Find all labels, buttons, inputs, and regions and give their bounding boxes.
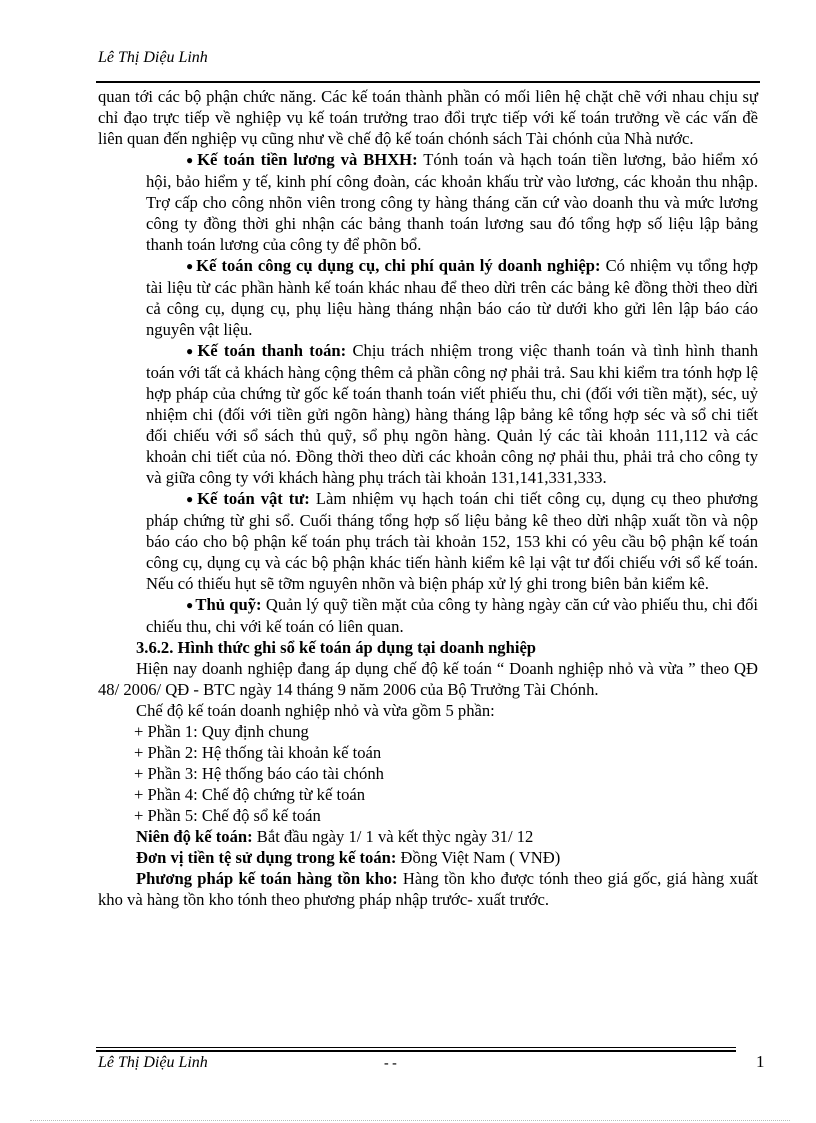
bullet-icon: ● bbox=[186, 259, 195, 273]
currency-unit bbox=[98, 847, 758, 868]
list-item: + Phần 1: Quy định chung bbox=[134, 722, 309, 741]
role-payment bbox=[98, 340, 758, 488]
role-salary bbox=[98, 149, 758, 255]
list-item: + Phần 4: Chế độ chứng từ kế toán bbox=[134, 785, 366, 804]
role-title: Kế toán công cụ dụng cụ, chi phí quản lý doanh nghiệp: bbox=[196, 256, 601, 275]
inventory-label: Phương pháp kế toán hàng tồn kho: bbox=[136, 869, 398, 888]
role-cashier bbox=[98, 594, 758, 637]
header-rule bbox=[96, 81, 760, 83]
page-body bbox=[98, 86, 758, 910]
bullet-icon: ● bbox=[186, 598, 194, 612]
role-text: Quản lý quỹ tiền mặt của công ty hàng ngày căn cứ vào phiếu thu, chi đối chiếu thu, chi với kế toán có liên quan. bbox=[146, 595, 758, 636]
role-title: Thủ quỹ: bbox=[195, 595, 262, 614]
page-number: 1 bbox=[756, 1052, 765, 1071]
currency-text: Đồng Việt Nam ( VNĐ) bbox=[396, 848, 561, 867]
fiscal-year bbox=[98, 826, 758, 847]
footer-center-mark: - - bbox=[384, 1056, 397, 1071]
role-title: Kế toán thanh toán: bbox=[197, 341, 347, 360]
role-tools bbox=[98, 255, 758, 340]
intro-paragraph: quan tới các bộ phận chức năng. Các kế toán thành phần có mối liên hệ chặt chẽ với nhau chịu sự chỉ đạo trực tiếp về nghiệp vụ kế toán trưởng trao đổi trực tiếp với kế toán trưởng về các vấn đề liên quan đến nghiệp vụ cũng như về chế độ kế toán chónh sách Tài chónh của Nhà nước. bbox=[98, 87, 758, 148]
bullet-icon: ● bbox=[186, 492, 196, 506]
role-text: Tónh toán và hạch toán tiền lương, bảo hiểm xó hội, bảo hiểm y tế, kinh phí công đoàn, các khoản khấu trừ vào lương, các khoản thu nhập. Trợ cấp cho công nhõn viên trong công ty hàng tháng căn cứ vào doanh thu và mức lương công ty đồng thời ghi nhận các bảng thanh toán lương sau đó tổng hợp số liệu lập bảng thanh toán lương của công ty để phõn bổ. bbox=[146, 150, 758, 254]
role-title: Kế toán tiền lương và BHXH: bbox=[197, 150, 418, 169]
inventory-text: Hàng tồn kho được tónh theo giá gốc, giá hàng xuất kho và hàng tồn kho tónh theo phương pháp nhập trước- xuất trước. bbox=[98, 869, 759, 909]
page-bottom-border bbox=[30, 1120, 790, 1121]
role-title: Kế toán vật tư: bbox=[197, 489, 310, 508]
section-paragraph-2: Chế độ kế toán doanh nghiệp nhỏ và vừa gồm 5 phần: bbox=[136, 701, 495, 720]
role-text: Có nhiệm vụ tổng hợp tài liệu từ các phần hành kế toán khác nhau để theo dừi trên các bảng kê đồng thời theo dừi cả công cụ, dụng cụ, phụ liệu hàng tháng nhận báo cáo từ dưới kho gửi lên lập báo cáo nguyên vật liệu. bbox=[146, 256, 759, 339]
list-item: + Phần 5: Chế độ sổ kế toán bbox=[134, 806, 321, 825]
header-author: Lê Thị Diệu Linh bbox=[98, 49, 208, 66]
footer-author: Lê Thị Diệu Linh bbox=[98, 1054, 208, 1071]
bullet-icon: ● bbox=[186, 153, 196, 167]
section-heading: 3.6.2. Hình thức ghi sổ kế toán áp dụng tại doanh nghiệp bbox=[136, 638, 537, 657]
bullet-icon: ● bbox=[186, 344, 196, 358]
role-text: Chịu trách nhiệm trong việc thanh toán và tình hình thanh toán với tất cả khách hàng cộng thêm cả phần công nợ phải trả. Sau khi kiểm tra tónh hợp lệ hợp pháp của chứng từ gốc kế toán thanh toán viết phiếu thu, chi (đối với tiền mặt), séc, uỷ nhiệm chi (đối với tiền gửi ngõn hàng) hàng tháng lập bảng kê tổng hợp séc và sổ chi tiết đối chiếu với sổ sách thủ quỹ, sổ phụ ngõn hàng. Quản lý các tài khoản 111,112 và các khoản chi tiết của nó. Đồng thời theo dừi các khoản công nợ phải thu, phải trả cho công ty và giữa công ty với khách hàng phụ trách tài khoản 131,141,331,333. bbox=[146, 341, 758, 487]
list-item: + Phần 3: Hệ thống báo cáo tài chónh bbox=[134, 764, 384, 783]
fiscal-label: Niên độ kế toán: bbox=[136, 827, 253, 846]
currency-label: Đơn vị tiền tệ sử dụng trong kế toán: bbox=[136, 848, 397, 867]
list-item: + Phần 2: Hệ thống tài khoản kế toán bbox=[134, 743, 382, 762]
role-materials bbox=[98, 488, 758, 594]
inventory-method bbox=[98, 868, 758, 910]
role-text: Làm nhiệm vụ hạch toán chi tiết công cụ, dụng cụ theo phương pháp chứng từ ghi sổ. Cuối tháng tổng hợp số liệu bảng kê theo dừi nhập xuất tồn và nộp báo cáo cho bộ phận kế toán phụ trách tài khoản 152, 153 khi có yêu cầu bộ phận kế toán công cụ, dụng cụ và các bộ phận khác tiến hành kiểm kê lại vật tư đối chiếu với sổ kế toán. Nếu có thiếu hụt sẽ tỡm nguyên nhõn và biện pháp xử lý ghi trong biên bản kiểm kê. bbox=[146, 489, 758, 593]
section-paragraph-1: Hiện nay doanh nghiệp đang áp dụng chế độ kế toán “ Doanh nghiệp nhỏ và vừa ” theo QĐ 48/ 2006/ QĐ - BTC ngày 14 tháng 9 năm 2006 của Bộ Trưởng Tài Chónh. bbox=[98, 659, 758, 699]
footer-rule bbox=[96, 1050, 736, 1052]
footer-rule bbox=[96, 1047, 736, 1048]
fiscal-text: Bắt đầu ngày 1/ 1 và kết thỳc ngày 31/ 12 bbox=[252, 827, 534, 846]
